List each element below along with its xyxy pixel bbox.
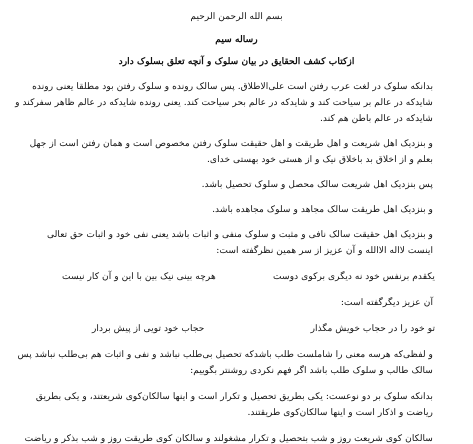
basmala: بسم الله الرحمن الرحیم	[190, 11, 283, 22]
paragraph-line: بعلم و از اخلاق بد باخلاق نیک و از هستی خود بهستی خدای.	[206, 154, 433, 165]
paragraph-line: بدانکه سلوک بر دو نوعست: یکی بطریق تحصیل و تکرار است و اینها سالکان‌کوی شریعتند، و یکی بطریق	[35, 391, 433, 402]
verse-hemistich-right: تو خود را در حجاب خویش مگذار	[310, 323, 435, 334]
heading: رساله سیم	[215, 34, 258, 45]
paragraph-line: سالکان کوی شریعت روز و شب بتحصیل و تکرار مشغولند و سالکان کوی طریقت روز و شب بذکر و ریاضت	[24, 433, 433, 444]
paragraph-line: آن عزیز دیگرگفته است:	[340, 297, 433, 308]
verse-hemistich-right: یکقدم برنفس خود نه دیگری برکوی دوست	[272, 271, 435, 282]
paragraph-line: شایدکه در عالم باطن هم کند.	[319, 113, 433, 124]
verse-hemistich-left: حجاب خود تویی از پیش بردار	[92, 323, 205, 334]
paragraph-line: و بنزدیک اهل شریعت و اهل طریقت و اهل حقیقت سلوک رفتن مخصوص است و همان رفتن است از جهل	[29, 138, 433, 149]
paragraph-line: بدانکه سلوک در لغت عرب رفتن است علی‌الاطلاق. پس سالک رونده و سلوک رفتن بود مطلقا یعنی رونده	[32, 81, 433, 92]
paragraph-line: ریاضت و اذکار است و اینها سالکان‌کوی طریقتند.	[247, 407, 433, 418]
paragraph-line: پس بنزدیک اهل شریعت سالک محصل و سلوک تحصیل باشد.	[201, 179, 433, 190]
paragraph-line: و لفظی‌که هرسه معنی را شاملست طلب باشدکه تحصیل بی‌طلب نباشد و نفی و اثبات هم بی‌طلب نباشد پس	[17, 349, 433, 360]
paragraph-line: شایدکه در عالم بر سیاحت کند و شایدکه در عالم بحر سیاحت کند. یعنی رونده شایدکه در عالم ظاهر سفرکند و	[15, 97, 433, 108]
paragraph-line: اینست لااله الاالله و آن عزیز از سر همین نظرگفته است:	[216, 245, 433, 256]
subheading: ازکتاب کشف الحقایق در بیان سلوک و آنچه تعلق بسلوک دارد	[118, 56, 355, 67]
verse-hemistich-left: هرچه بینی نیک بین با این و آن کار نیست	[62, 271, 216, 282]
paragraph-line: و بنزدیک اهل طریقت سالک مجاهد و سلوک مجاهده باشد.	[212, 204, 433, 215]
paragraph-line: و بنزدیک اهل حقیقت سالک نافی و مثبت و سلوک منفی و اثبات باشد یعنی نفی خود و اثبات حق تعالی	[46, 229, 433, 240]
paragraph-line: سالک طالب و سلوک طلب باشد اگر فهم نکردی روشنتر بگوییم:	[190, 365, 433, 376]
